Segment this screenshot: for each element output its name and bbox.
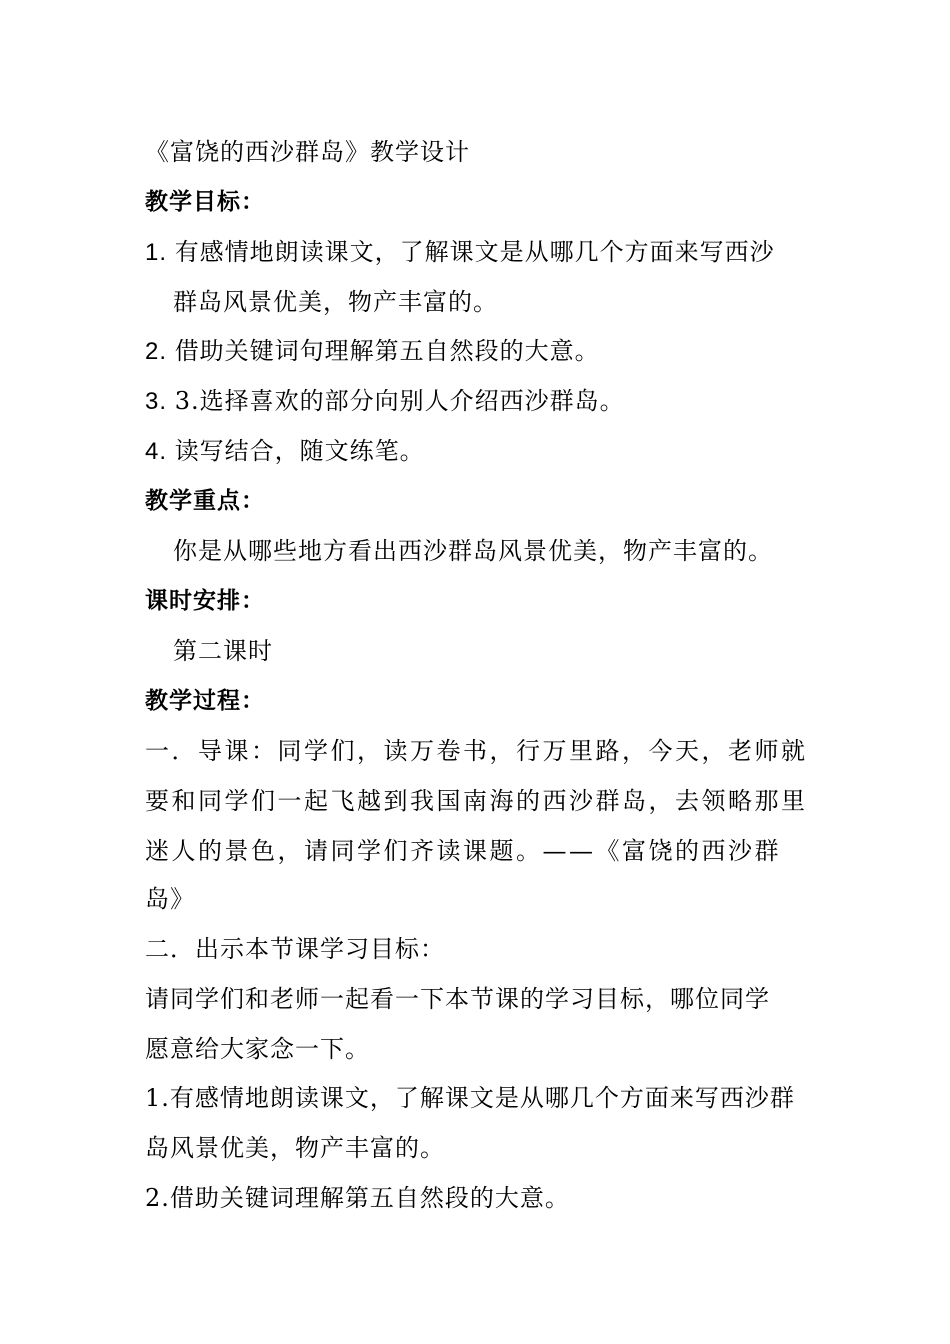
process-heading: 教学过程：	[145, 688, 265, 714]
schedule-text: 第二课时	[173, 637, 273, 665]
goal-item-4	[145, 436, 815, 467]
goal-item-1	[145, 237, 815, 268]
goal-number-2: 2.	[145, 338, 175, 365]
goals-heading: 教学目标：	[145, 189, 265, 215]
goal-number-4: 4.	[145, 438, 175, 465]
key-heading: 教学重点：	[145, 488, 265, 514]
process-line: 岛》	[145, 885, 195, 913]
process-line: 迷人的景色，请同学们齐读课题。——《富饶的西沙群	[145, 837, 781, 865]
goal-item-2	[145, 336, 815, 367]
key-text: 你是从哪些地方看出西沙群岛风景优美，物产丰富的。	[173, 537, 773, 565]
goal-text-3: 3.选择喜欢的部分向别人介绍西沙群岛。	[174, 387, 625, 415]
goal-item-1-continued: 群岛风景优美，物产丰富的。	[173, 288, 498, 316]
process-line: 岛风景优美，物产丰富的。	[145, 1134, 445, 1162]
goal-item-3	[145, 386, 815, 417]
process-line: 二．出示本节课学习目标：	[145, 935, 445, 963]
goal-number-3: 3.	[145, 388, 175, 415]
goal-text-1: 有感情地朗读课文，了解课文是从哪几个方面来写西沙	[174, 238, 775, 266]
document-title: 《富饶的西沙群岛》教学设计	[145, 138, 470, 166]
process-line: 要和同学们一起飞越到我国南海的西沙群岛，去领略那里	[145, 787, 808, 815]
goal-number-1: 1.	[145, 239, 175, 266]
goal-text-4: 读写结合，随文练笔。	[174, 437, 425, 465]
process-line: 1.有感情地朗读课文，了解课文是从哪几个方面来写西沙群	[145, 1084, 795, 1112]
process-line: 请同学们和老师一起看一下本节课的学习目标，哪位同学	[145, 985, 770, 1013]
schedule-heading: 课时安排：	[145, 588, 265, 614]
process-line: 一．导课：同学们，读万卷书，行万里路，今天，老师就	[145, 737, 808, 765]
process-line: 2.借助关键词理解第五自然段的大意。	[145, 1184, 570, 1212]
process-line: 愿意给大家念一下。	[145, 1035, 370, 1063]
goal-text-2: 借助关键词句理解第五自然段的大意。	[174, 337, 600, 365]
